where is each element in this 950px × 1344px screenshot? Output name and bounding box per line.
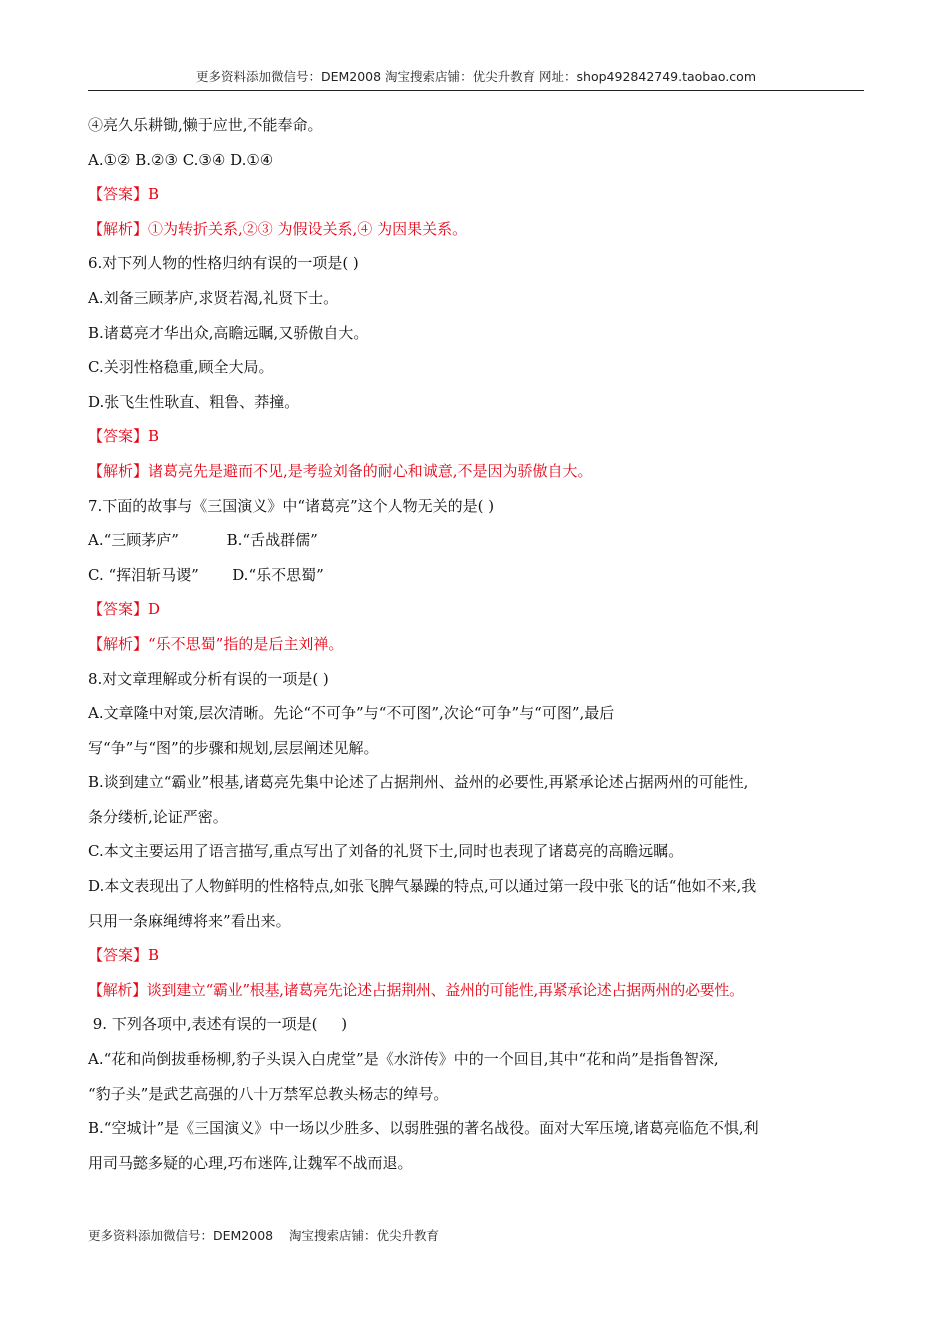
option-b: B.诸葛亮才华出众,高瞻远瞩,又骄傲自大。 [88,323,369,342]
page-header [88,68,864,91]
answer-line: 【答案】B [88,946,160,965]
answer-line: 【答案】B [88,185,160,204]
option-a: A.“花和尚倒拔垂杨柳,豹子头误入白虎堂”是《水浒传》中的一个回目,其中“花和尚”是指鲁智深, [88,1050,719,1069]
question-9: 9. 下列各项中,表述有误的一项是( ) [88,1015,348,1034]
explanation-line: 【解析】诸葛亮先是避而不见,是考验刘备的耐心和诚意,不是因为骄傲自大。 [88,461,593,480]
option-c: C.本文主要运用了语言描写,重点写出了刘备的礼贤下士,同时也表现了诸葛亮的高瞻远瞩。 [88,842,684,861]
option-line: ④亮久乐耕锄,懒于应世,不能奉命。 [88,116,323,134]
explanation-line: 【解析】谈到建立“霸业”根基,诸葛亮先论述占据荆州、益州的可能性,再紧承论述占据两州的必要性。 [88,980,744,999]
options-cd: C. “挥泪斩马谡” D.“乐不思蜀” [88,565,324,584]
question-7: 7.下面的故事与《三国演义》中“诸葛亮”这个人物无关的是( ) [88,496,495,515]
option-a: A.文章隆中对策,层次清晰。先论“不可争”与“不可图”,次论“可争”与“可图”,最后 [88,704,615,723]
option-b: B.“空城计”是《三国演义》中一场以少胜多、以弱胜强的著名战役。面对大军压境,诸葛亮临危不惧,利 [88,1119,759,1138]
option-d: D.本文表现出了人物鲜明的性格特点,如张飞脾气暴躁的特点,可以通过第一段中张飞的话“他如不来,我 [88,877,757,896]
explanation-line: 【解析】“乐不思蜀”指的是后主刘禅。 [88,634,344,653]
option-d-cont: 只用一条麻绳缚将来”看出来。 [88,911,291,930]
footer-text: 更多资料添加微信号：DEM2008 淘宝搜索店铺：优尖升教育 [88,1228,440,1243]
answer-line: 【答案】B [88,427,160,446]
explanation-line: 【解析】①为转折关系,②③ 为假设关系,④ 为因果关系。 [88,219,468,238]
option-c: C.关羽性格稳重,顾全大局。 [88,358,274,377]
question-6: 6.对下列人物的性格归纳有误的一项是( ) [88,254,359,273]
header-text: 更多资料添加微信号：DEM2008 淘宝搜索店铺：优尖升教育 网址：shop492842749.taobao.com [195,69,757,84]
option-a: A.刘备三顾茅庐,求贤若渴,礼贤下士。 [88,288,339,307]
option-a-cont: 写“争”与“图”的步骤和规划,层层阐述见解。 [88,738,379,757]
answer-line: 【答案】D [88,600,161,619]
option-d: D.张飞生性耿直、粗鲁、莽撞。 [88,392,300,411]
option-b-cont: 条分缕析,论证严密。 [88,807,228,826]
option-b: B.谈到建立“霸业”根基,诸葛亮先集中论述了占据荆州、益州的必要性,再紧承论述占据两州的可能性, [88,773,749,792]
options-ab: A.“三顾茅庐” B.“舌战群儒” [88,531,318,550]
document-body [88,114,864,1186]
page-footer [88,1226,439,1244]
question-8: 8.对文章理解或分析有误的一项是( ) [88,669,329,688]
choices-line: A.①② B.②③ C.③④ D.①④ [88,150,274,169]
option-b-cont: 用司马懿多疑的心理,巧布迷阵,让魏军不战而退。 [88,1153,413,1172]
option-a-cont: “豹子头”是武艺高强的八十万禁军总教头杨志的绰号。 [88,1084,449,1103]
